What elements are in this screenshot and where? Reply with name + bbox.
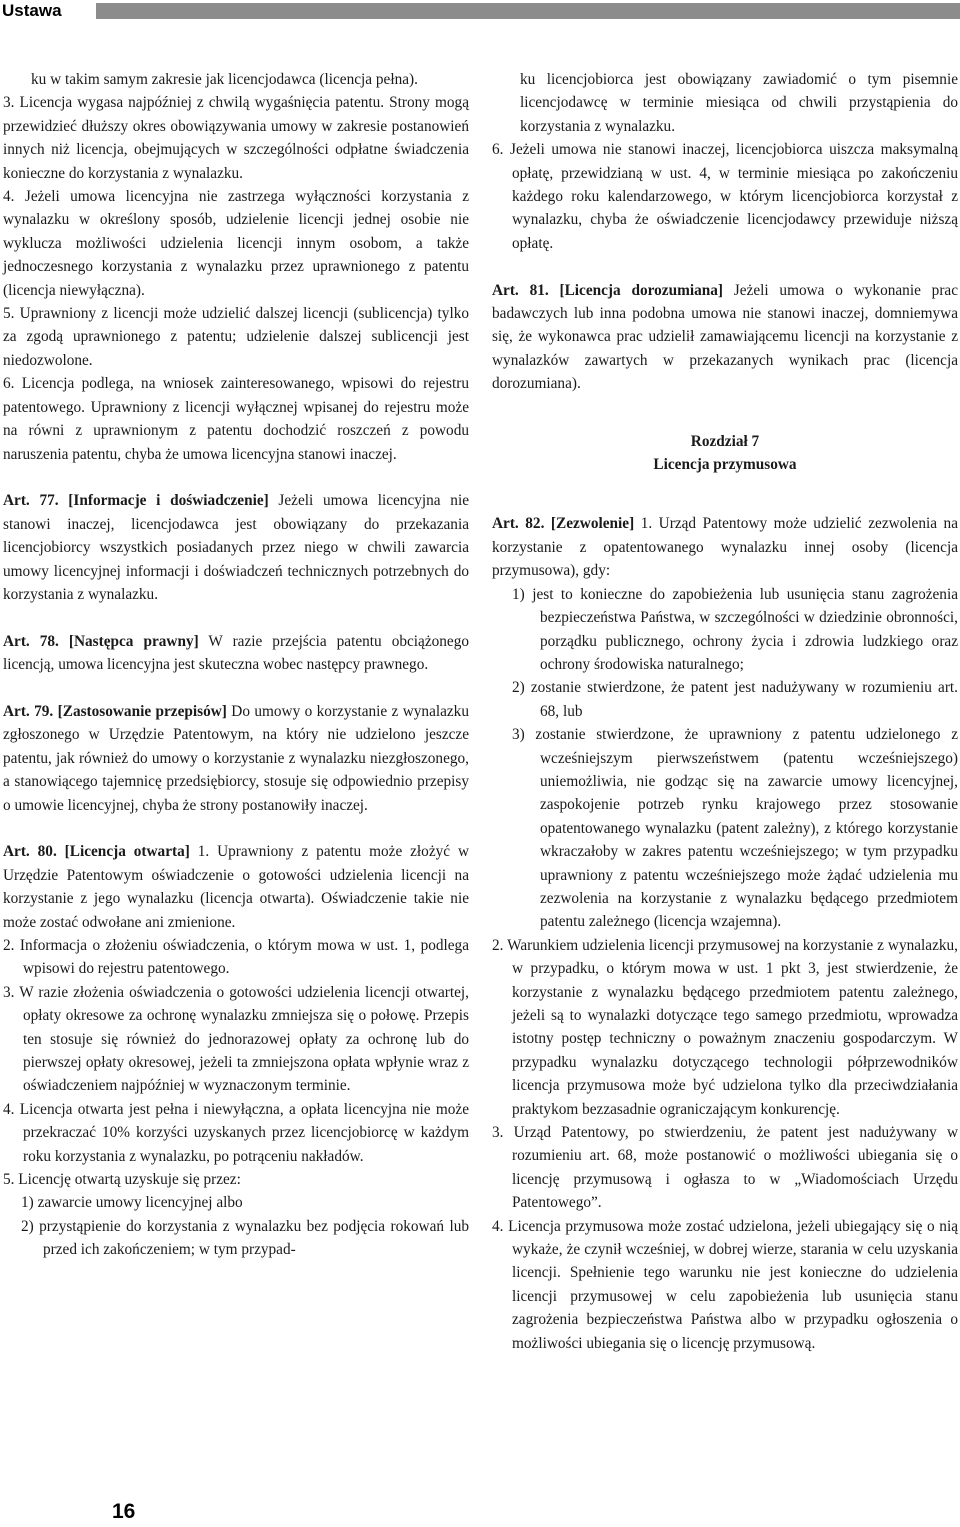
list-item: 2) przystąpienie do korzystania z wynalazku bez podjęcia rokowań lub przed ich zakończeniem; w tym przypad- [21,1217,469,1259]
article-77 [3,489,469,606]
paragraph: 2. Informacja o złożeniu oświadczenia, o którym mowa w ust. 1, podlega wpisowi do rejestru patentowego. [3,936,469,978]
paragraph: 3. Urząd Patentowy, po stwierdzeniu, że patent jest nadużywany w rozumieniu art. 68, może postanowić o możliwości ubiegania się o licencję przymusową i ogłasza to w „Wiadomościach Urzędu Patentowego”. [492,1124,958,1212]
right-column [492,68,958,1355]
article-text: 1. Uprawniony z patentu może złożyć w Urzędzie Patentowym oświadczenie o gotowości udzielenia licencji na korzystanie z jego wynalazku (licencja otwarta). Oświadczenie takie nie może zostać odwołane ani zmienione. [3,843,469,931]
chapter-title: Licencja przymusowa [653,456,797,474]
article-heading: Art. 77. [Informacje i doświadczenie] [3,492,269,510]
paragraph: 5. Uprawniony z licencji może udzielić dalszej licencji (sublicencja) tylko za zgodą uprawnionego z patentu; udzielenie dalszej sublicencji jest niedozwolone. [3,305,469,369]
section-title: Ustawa [0,0,68,22]
list-item: 1) zawarcie umowy licencyjnej albo [21,1194,243,1212]
article-heading: Art. 78. [Następca prawny] [3,632,199,650]
paragraph: 6. Jeżeli umowa nie stanowi inaczej, licencjobiorca uiszcza maksymalną opłatę, przewidzianą w ust. 4, w terminie miesiąca po zakończeniu każdego roku kalendarzowego, w którym licencjobiorca korzystał z wynalazku, chyba że oświadczenie licencjodawcy przewiduje niższą opłatę. [492,141,958,252]
page-number: 16 [112,1500,136,1523]
list-item: 1) jest to konieczne do zapobieżenia lub usunięcia stanu zagrożenia bezpieczeństwa Państwa, w szczególności w dziedzinie obronności, porządku publicznego, ochrony życia i zdrowia ludzkiego oraz ochrony środowiska naturalnego; [512,585,958,673]
article-heading: Art. 82. [Zezwolenie] [492,515,635,533]
article-81 [492,279,958,396]
article-text: Jeżeli umowa licencyjna nie stanowi inaczej, licencjodawca jest obowiązany do przekazania licencjobiorcy wszystkich posiadanych przez niego w chwili zawarcia umowy licencyjnej informacji i doświadczeń technicznych potrzebnych do korzystania z wynalazku. [3,492,469,603]
left-column [3,68,469,1262]
paragraph: ku licencjobiorca jest obowiązany zawiadomić o tym pisemnie licencjodawcę w terminie miesiąca od chwili przystąpienia do korzystania z wynalazku. [520,71,958,135]
chapter-number: Rozdział 7 [690,432,760,450]
paragraph: 4. Jeżeli umowa licencyjna nie zastrzega wyłączności korzystania z wynalazku w określony sposób, udzielenie licencji jednej osobie nie wyklucza możliwości udzielenia licencji innym osobom, a także jednoczesnego korzystania z wynalazku przez uprawnionego z patentu (licencja niewyłączna). [3,188,469,299]
article-text: 1. Urząd Patentowy może udzielić zezwolenia na korzystanie z opatentowanego wynalazku innej osoby (licencja przymusowa), gdy: [492,515,958,580]
list-item: 3) zostanie stwierdzone, że uprawniony z patentu udzielonego z wcześniejszym pierwszeństwem (patentu wcześniejszego) uniemożliwia, nie godząc się na zawarcie umowy licencyjnej, zaspokojenie potrzeb rynku krajowego przez stosowanie opatentowanego wynalazku (patent zależny), z którego korzystanie wkraczałoby w zakres patentu wcześniejszego; w tym przypadku uprawniony z patentu wcześniejszego może żądać udzielenia mu zezwolenia na korzystanie z wynalazku będącego przedmiotem patentu zależnego (licencja wzajemna). [512,726,958,931]
paragraph: 6. Licencja podlega, na wniosek zainteresowanego, wpisowi do rejestru patentowego. Uprawniony z licencji wyłącznej wpisanej do rejestru może na równi z uprawnionym z patentu dochodzić roszczeń z powodu naruszenia patentu, chyba że umowa licencyjna stanowi inaczej. [3,375,469,463]
article-heading: Art. 81. [Licencja dorozumiana] [492,281,723,299]
article-80 [3,840,469,934]
article-78 [3,630,469,677]
article-heading: Art. 79. [Zastosowanie przepisów] [3,702,227,720]
paragraph: 3. Licencja wygasa najpóźniej z chwilą wygaśnięcia patentu. Strony mogą przewidzieć dłuższy okres obowiązywania umowy w zakresie postanowień innych niż licencja, obejmujących w szczególności odpłatne świadczenia konieczne do korzystania z wynalazku. [3,94,469,182]
section-header [0,0,960,22]
paragraph: 4. Licencja otwarta jest pełna i niewyłączna, a opłata licencyjna nie może przekraczać 10% korzyści uzyskanych przez licencjobiorcę w każdym roku korzystania z wynalazku, po potrąceniu nakładów. [3,1100,469,1165]
article-82 [492,512,958,582]
article-text: Jeżeli umowa o wykonanie prac badawczych lub inna podobna umowa nie stanowi inaczej, domniemywa się, że wykonawca prac udzielił zamawiającemu licencji na korzystanie z wynalazków zawartych w przekazanych wynikach prac (licencja dorozumiana). [492,281,958,393]
article-heading: Art. 80. [Licencja otwarta] [3,843,190,861]
list-item: 2) zostanie stwierdzone, że patent jest nadużywany w rozumieniu art. 68, lub [512,679,958,720]
paragraph: 5. Licencję otwartą uzyskuje się przez: [3,1171,241,1189]
paragraph: 2. Warunkiem udzielenia licencji przymusowej na korzystanie z wynalazku, w przypadku, o którym mowa w ust. 1 pkt 3, jest stwierdzenie, że korzystanie z wynalazku będącego przedmiotem patentu zależnego, jeżeli są to wynalazki dotyczące tego samego przedmiotu, wprowadza istotny postęp techniczny o poważnym znaczeniu gospodarczym. W przypadku wynalazku dotyczącego technologii półprzewodników licencja przymusowa może być udzielona tylko dla przeciwdziałania praktykom bezzasadnie ograniczającym konkurencję. [492,936,958,1118]
paragraph: 4. Licencja przymusowa może zostać udzielona, jeżeli ubiegający się o nią wykaże, że czynił wcześniej, w dobrej wierze, starania w celu uzyskania licencji. Spełnienie tego warunku nie jest konieczne do udzielenia licencji przymusowej w celu zapobieżenia lub usunięcia stanu zagrożenia bezpieczeństwa Państwa albo w przypadku ogłoszenia o możliwości ubiegania się o licencję przymusową. [492,1217,958,1352]
article-79 [3,700,469,817]
header-rule [96,3,960,19]
article-text: Do umowy o korzystanie z wynalazku zgłoszonego w Urzędzie Patentowym, na który nie udzielono jeszcze patentu, jak również do umowy o korzystanie z wynalazku niezgłoszonego, a stanowiącego tajemnicę przedsiębiorcy, stosuje się odpowiednio przepisy o umowie licencyjnej, chyba że strony postanowiły inaczej. [3,702,469,814]
paragraph: 3. W razie złożenia oświadczenia o gotowości udzielenia licencji otwartej, opłaty okresowe za ochronę wynalazku zmniejsza się o połowę. Przepis ten stosuje się również do jednorazowej opłaty za ochronę lub do pierwszej opłaty okresowej, jeżeli ta zmniejszona opłata wpłynie wraz z oświadczeniem najpóźniej w wyznaczonym terminie. [3,983,469,1095]
article-text: W razie przejścia patentu obciążonego licencją, umowa licencyjna jest skuteczna wobec następcy prawnego. [3,632,469,674]
paragraph: ku w takim samym zakresie jak licencjodawca (licencja pełna). [31,71,418,88]
